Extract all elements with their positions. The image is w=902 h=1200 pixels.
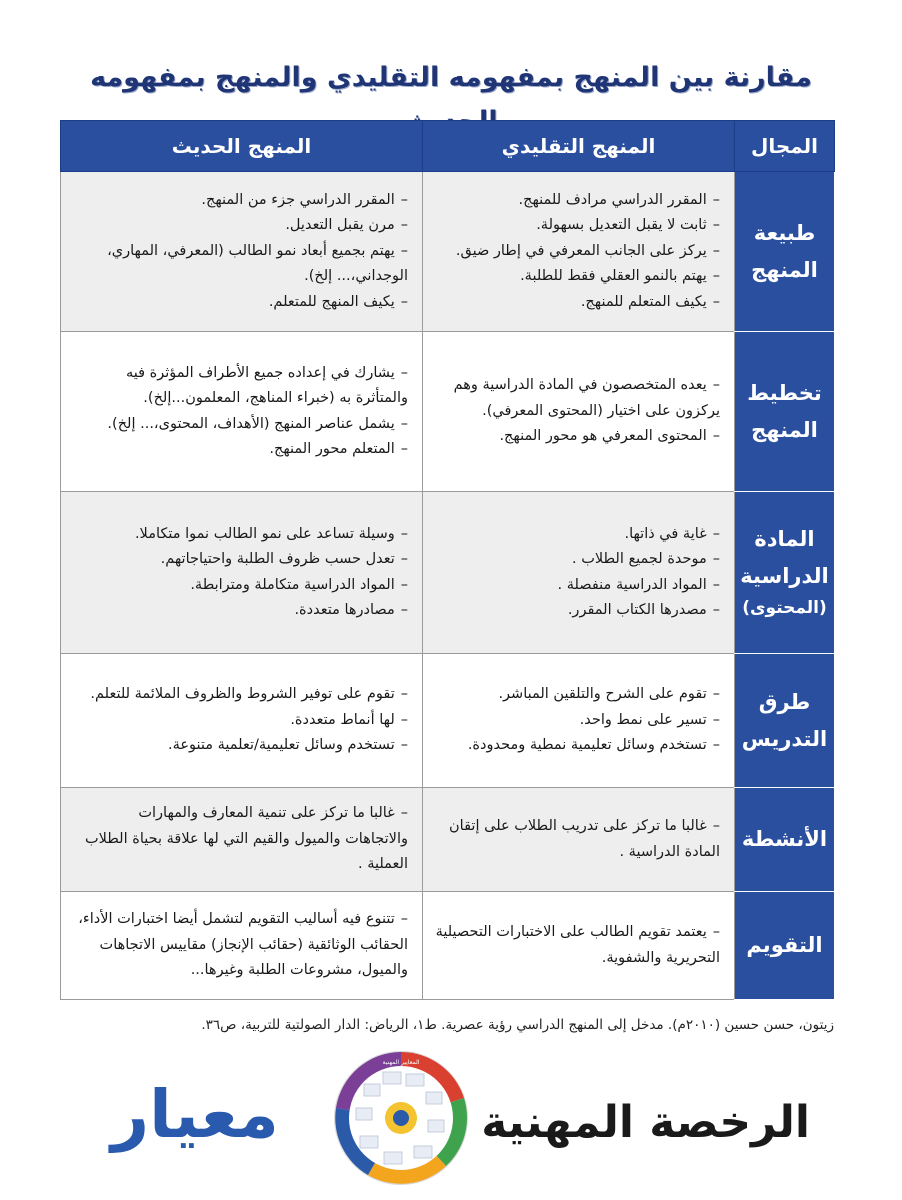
bullet-dash: –: [400, 805, 408, 822]
row-field: [735, 892, 835, 1000]
item-text: تقوم على الشرح والتلقين المباشر.: [498, 686, 707, 703]
list-item: [71, 547, 408, 572]
list-item: [433, 424, 720, 449]
item-text: يهتم بالنمو العقلي فقط للطلبة.: [520, 268, 707, 285]
page-title: مقارنة بين المنهج بمفهومه التقليدي والمنهج بمفهومه: [90, 62, 812, 93]
table-row: [61, 892, 835, 1000]
list-item: [433, 814, 720, 865]
field-line: التدريس: [741, 726, 828, 751]
bullet-dash: –: [400, 576, 408, 593]
list-item: [71, 522, 408, 547]
item-text: المقرر الدراسي جزء من المنهج.: [201, 192, 395, 209]
item-text: يعتمد تقويم الطالب على الاختبارات التحصيلية التحريرية والشفوية.: [435, 924, 720, 966]
item-text: يكيف المتعلم للمنهج.: [580, 293, 707, 310]
list-item: [71, 239, 408, 290]
bullet-dash: –: [400, 601, 408, 618]
list-item: [433, 373, 720, 424]
item-text: ثابت لا يقبل التعديل بسهولة.: [536, 217, 707, 234]
list-item: [433, 682, 720, 707]
list-item: [433, 188, 720, 213]
item-text: تعدل حسب ظروف الطلبة واحتياجاتهم.: [160, 551, 395, 568]
bullet-dash: –: [712, 268, 720, 285]
bullet-dash: –: [400, 737, 408, 754]
bullet-dash: –: [712, 737, 720, 754]
bullet-dash: –: [712, 192, 720, 209]
bullet-dash: –: [712, 525, 720, 542]
row-field: [735, 172, 835, 332]
table-row: [61, 172, 835, 332]
list-item: [71, 290, 408, 315]
item-text: غالبا ما تركز على تدريب الطلاب على إتقان المادة الدراسية .: [449, 818, 720, 860]
field-line: طرق: [758, 689, 811, 714]
header-traditional: المنهج التقليدي: [423, 121, 735, 172]
list-item: [433, 290, 720, 315]
list-item: [433, 598, 720, 623]
list-item: [433, 213, 720, 238]
list-item: [71, 708, 408, 733]
bullet-dash: –: [400, 911, 408, 928]
cell-traditional: [423, 492, 735, 654]
bullet-dash: –: [712, 601, 720, 618]
list-item: [433, 522, 720, 547]
field-line: (المحتوى): [742, 598, 827, 619]
cell-modern: [61, 892, 423, 1000]
list-item: [433, 239, 720, 264]
bullet-dash: –: [400, 686, 408, 703]
item-text: المواد الدراسية منفصلة .: [557, 576, 707, 593]
list-item: [433, 573, 720, 598]
bullet-dash: –: [712, 924, 720, 941]
item-text: تتنوع فيه أساليب التقويم لتشمل أيضا اختبارات الأداء، الحقائب الوثائقية (حقائب الإنجاز) مقاييس الاتجاهات والميول، مشروعات الطلبة وغيرها...: [78, 911, 408, 979]
cell-modern: [61, 172, 423, 332]
item-text: تستخدم وسائل تعليمية/تعلمية متنوعة.: [168, 737, 395, 754]
bullet-dash: –: [712, 711, 720, 728]
field-line: المنهج: [751, 417, 818, 442]
cell-traditional: [423, 892, 735, 1000]
item-text: وسيلة تساعد على نمو الطالب نموا متكاملا.: [134, 525, 395, 542]
table-row: [61, 654, 835, 788]
bullet-dash: –: [400, 293, 408, 310]
list-item: [433, 920, 720, 971]
list-item: [71, 598, 408, 623]
list-item: [71, 907, 408, 983]
bullet-dash: –: [400, 415, 408, 432]
bullet-dash: –: [400, 242, 408, 259]
item-text: غالبا ما تركز على تنمية المعارف والمهارات والاتجاهات والميول والقيم التي لها علاقة بحياة الطلاب العملية .: [84, 805, 408, 873]
list-item: [71, 412, 408, 437]
list-item: [71, 733, 408, 758]
list-item: [71, 361, 408, 412]
table-row: [61, 332, 835, 492]
list-item: [71, 213, 408, 238]
field-line: الأنشطة: [741, 827, 828, 852]
item-text: يهتم بجميع أبعاد نمو الطالب (المعرفي، المهاري، الوجداني،... إلخ).: [107, 242, 408, 285]
list-item: [433, 733, 720, 758]
list-item: [433, 264, 720, 289]
bullet-dash: –: [400, 525, 408, 542]
bullet-dash: –: [400, 711, 408, 728]
item-text: يكيف المنهج للمتعلم.: [268, 293, 395, 310]
list-item: [433, 547, 720, 572]
item-text: مرن يقبل التعديل.: [285, 217, 395, 234]
row-field: [735, 332, 835, 492]
item-text: مصادرها متعددة.: [294, 601, 395, 618]
item-text: المواد الدراسية متكاملة ومترابطة.: [190, 576, 395, 593]
item-text: مصدرها الكتاب المقرر.: [567, 601, 707, 618]
professional-standards-wheel-icon: [328, 1048, 474, 1188]
list-item: [71, 188, 408, 213]
item-text: تسير على نمط واحد.: [579, 711, 707, 728]
bullet-dash: –: [400, 440, 408, 457]
item-text: يشمل عناصر المنهج (الأهداف، المحتوى،... إلخ).: [107, 415, 395, 432]
item-text: المقرر الدراسي مرادف للمنهج.: [518, 192, 707, 209]
cell-modern: [61, 654, 423, 788]
bullet-dash: –: [712, 686, 720, 703]
brand-title: الرخصة المهنية: [481, 1097, 810, 1148]
item-text: يشارك في إعداده جميع الأطراف المؤثرة فيه والمتأثرة به (خبراء المناهج، المعلمون...إلخ).: [125, 364, 408, 407]
comparison-table: [60, 120, 835, 1000]
list-item: [71, 573, 408, 598]
cell-traditional: [423, 332, 735, 492]
cell-traditional: [423, 172, 735, 332]
bullet-dash: –: [400, 551, 408, 568]
item-text: لها أنماط متعددة.: [290, 711, 395, 728]
svg-text:المعايير المهنية: المعايير المهنية: [382, 1059, 420, 1066]
header-field: المجال: [735, 121, 835, 172]
bullet-dash: –: [712, 377, 720, 394]
item-text: يعده المتخصصون في المادة الدراسية وهم يركزون على اختيار (المحتوى المعرفي).: [453, 377, 720, 419]
item-text: موحدة لجميع الطلاب .: [571, 551, 707, 568]
bullet-dash: –: [712, 576, 720, 593]
table-row: [61, 788, 835, 892]
field-line: المادة: [754, 526, 815, 551]
cell-traditional: [423, 788, 735, 892]
bullet-dash: –: [712, 551, 720, 568]
row-field: [735, 492, 835, 654]
brand-name: معيار: [111, 1076, 279, 1153]
row-field: [735, 654, 835, 788]
field-line: التقويم: [746, 933, 823, 958]
cell-modern: [61, 332, 423, 492]
item-text: غاية في ذاتها.: [624, 525, 707, 542]
bullet-dash: –: [712, 818, 720, 835]
list-item: [71, 437, 408, 462]
row-field: [735, 788, 835, 892]
bullet-dash: –: [400, 364, 408, 381]
field-line: المنهج: [751, 257, 818, 282]
table-row: [61, 492, 835, 654]
item-text: تستخدم وسائل تعليمية نمطية ومحدودة.: [467, 737, 707, 754]
cell-modern: [61, 492, 423, 654]
item-text: المحتوى المعرفي هو محور المنهج.: [499, 428, 707, 445]
list-item: [433, 708, 720, 733]
cell-traditional: [423, 654, 735, 788]
list-item: [71, 801, 408, 877]
bullet-dash: –: [712, 217, 720, 234]
bullet-dash: –: [712, 293, 720, 310]
item-text: يركز على الجانب المعرفي في إطار ضيق.: [455, 242, 707, 259]
item-text: المتعلم محور المنهج.: [269, 440, 395, 457]
bullet-dash: –: [400, 217, 408, 234]
field-line: الدراسية: [740, 563, 829, 588]
bullet-dash: –: [400, 192, 408, 209]
cell-modern: [61, 788, 423, 892]
bullet-dash: –: [712, 428, 720, 445]
list-item: [71, 682, 408, 707]
field-line: طبيعة: [753, 220, 816, 245]
table-header-row: [61, 121, 835, 172]
citation: زيتون، حسن حسين (٢٠١٠م). مدخل إلى المنهج الدراسي رؤية عصرية. ط١، الرياض: الدار الصولتية للتربية، ص٣٦.: [201, 1017, 834, 1033]
header-modern: المنهج الحديث: [61, 121, 423, 172]
bullet-dash: –: [712, 242, 720, 259]
field-line: تخطيط: [747, 380, 822, 405]
item-text: تقوم على توفير الشروط والظروف الملائمة للتعلم.: [90, 686, 395, 703]
